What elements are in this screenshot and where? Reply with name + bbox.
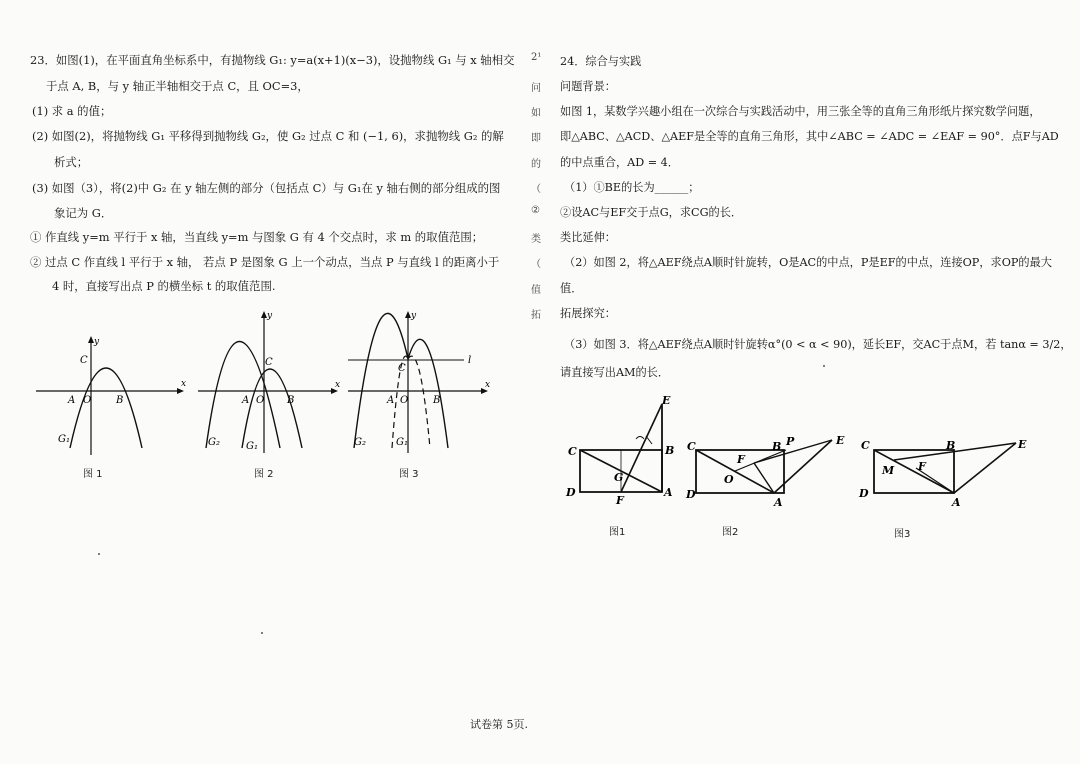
fig2-point-a: A (242, 395, 250, 406)
q24f1-point-f: F (616, 494, 624, 507)
fig3-point-a: A (387, 395, 395, 406)
q23-line-5: 析式； (54, 155, 89, 169)
q24f3-point-b: B (946, 439, 956, 452)
fig1-point-o: O (83, 395, 92, 406)
q24f1-point-a: A (664, 486, 673, 499)
q24f2-point-o: O (724, 473, 734, 486)
q24f1-point-b: B (665, 444, 675, 457)
fig2-point-c: C (265, 357, 273, 368)
q23-fig3-caption: 图 3 (399, 469, 419, 480)
gutter-char: 2¹ (531, 52, 542, 63)
q23-line-10: 4 时，直接写出点 P 的横坐标 t 的取值范围. (52, 279, 276, 293)
fig2-label-g2: G₂ (208, 437, 220, 448)
fig3-x-label: x (485, 380, 491, 390)
q24-line-12: （3）如图 3．将△AEF绕点A顺时针旋转α°(0 < α < 90)，延长EF，交AC于点M，若 tanα = 3/2， (564, 338, 1072, 351)
q23-fig2-caption: 图 2 (254, 469, 274, 480)
q24f1-point-e: E (662, 394, 671, 407)
page-footer: 试卷第 5页. (470, 718, 528, 731)
fig2-x-label: x (335, 380, 341, 390)
q24-figure-1 (560, 390, 690, 515)
q24-line-8: 类比延伸： (560, 231, 616, 244)
gutter-char: 问 (531, 83, 541, 94)
q24-figure-3 (856, 432, 1036, 517)
fig2-label-g1: G₁ (246, 441, 258, 452)
q23-figure-2 (194, 305, 344, 460)
q24f1-point-g: G (614, 471, 624, 484)
q24-fig3-caption: 图3 (894, 529, 911, 540)
q24f2-point-e: E (836, 434, 845, 447)
fig1-y-label: y (94, 337, 100, 347)
q24f2-point-b: B (772, 440, 782, 453)
q24-line-4: 即△ABC、△ACD、△AEF是全等的直角三角形，其中∠ABC = ∠ADC = ∠EAF = 90°．点F与AD (560, 130, 1059, 143)
fig2-point-o: O (256, 395, 265, 406)
scan-speck (823, 365, 825, 367)
gutter-char: 值 (531, 285, 541, 296)
q23-line-8: ① 作直线 y=m 平行于 x 轴，当直线 y=m 与图象 G 有 4 个交点时，求 m 的取值范围； (30, 230, 484, 244)
fig3-point-b: B (433, 395, 441, 406)
fig3-y-label: y (411, 311, 417, 321)
q24f3-point-e: E (1018, 438, 1027, 451)
q24-line-7: ②设AC与EF交于点G，求CG的长． (560, 206, 743, 219)
gutter-char: 的 (531, 159, 541, 170)
q24-line-10: 值． (560, 282, 583, 295)
fig2-point-b: B (287, 395, 295, 406)
q24f2-point-d: D (686, 488, 696, 501)
q24f2-point-a: A (774, 496, 783, 509)
gutter-char: 拓 (531, 310, 541, 321)
fig3-label-g1: G₁ (396, 437, 408, 448)
q24f2-point-p: P (786, 435, 795, 448)
fig2-y-label: y (267, 311, 273, 321)
fig3-label-g2: G₂ (354, 437, 366, 448)
q23-figure-1 (30, 330, 190, 460)
fig1-point-b: B (116, 395, 124, 406)
fig3-label-l: l (468, 355, 472, 366)
q24-fig1-caption: 图1 (609, 527, 626, 538)
gutter-char: （ (531, 259, 541, 270)
q24-line-3: 如图 1，某数学兴趣小组在一次综合与实践活动中，用三张全等的直角三角形纸片探究数学问题， (560, 105, 1041, 118)
fig1-point-c: C (80, 355, 88, 366)
q23-line-3: (1) 求 a 的值； (32, 104, 112, 118)
fig3-point-o: O (400, 395, 409, 406)
q24-line-6: （1）①BE的长为______； (564, 181, 700, 194)
q24f3-point-f: F (918, 460, 926, 473)
q24-line-13: 请直接写出AM的长． (560, 366, 670, 379)
q24-line-9: （2）如图 2，将△AEF绕点A顺时针旋转，O是AC的中点，P是EF的中点，连接OP，求OP的最大 (564, 256, 1052, 269)
q24-fig2-caption: 图2 (722, 527, 739, 538)
q23-fig1-caption: 图 1 (83, 469, 103, 480)
scan-speck (261, 632, 263, 634)
q23-line-6: (3) 如图（3），将(2)中 G₂ 在 y 轴左侧的部分（包括点 C）与 G₁在 y 轴右侧的部分组成的图 (32, 181, 501, 195)
q24f2-point-f: F (737, 453, 745, 466)
q23-line-4: (2) 如图(2)，将抛物线 G₁ 平移得到抛物线 G₂，使 G₂ 过点 C 和 (−1, 6)，求抛物线 G₂ 的解 (32, 129, 504, 143)
q24-line-2: 问题背景： (560, 80, 616, 93)
fig1-label-g1: G₁ (58, 434, 70, 445)
q23-line-1: 23．如图(1)，在平面直角坐标系中，有抛物线 G₁: y=a(x+1)(x−3)，设抛物线 G₁ 与 x 轴相交 (30, 53, 515, 67)
q24-figure-2 (682, 430, 852, 515)
q24f2-point-c: C (687, 440, 696, 453)
fig1-x-label: x (181, 379, 187, 389)
q24-line-1: 24．综合与实践 (560, 55, 642, 68)
gutter-char: 类 (531, 234, 541, 245)
q24f1-point-d: D (566, 486, 576, 499)
gutter-char: 如 (531, 108, 541, 119)
q24f1-point-c: C (568, 445, 577, 458)
fig1-point-a: A (68, 395, 76, 406)
q24f3-point-m: M (882, 464, 895, 477)
fig3-point-c: C (398, 363, 406, 374)
q24f3-point-d: D (859, 487, 869, 500)
q24-line-5: 的中点重合，AD = 4． (560, 156, 679, 169)
gutter-char: 即 (531, 133, 541, 144)
q24-line-11: 拓展探究： (560, 307, 616, 320)
q23-line-2: 于点 A, B，与 y 轴正半轴相交于点 C，且 OC=3， (46, 79, 309, 93)
gutter-char: （ (531, 184, 541, 195)
q24f3-point-c: C (861, 439, 870, 452)
q24f3-point-a: A (952, 496, 961, 509)
scan-speck (98, 553, 100, 555)
q23-line-7: 象记为 G． (54, 206, 113, 220)
gutter-char: ② (531, 205, 540, 216)
q23-figure-3 (344, 305, 494, 460)
q23-line-9: ② 过点 C 作直线 l 平行于 x 轴， 若点 P 是图象 G 上一个动点，当点 P 与直线 l 的距离小于 (30, 255, 500, 269)
